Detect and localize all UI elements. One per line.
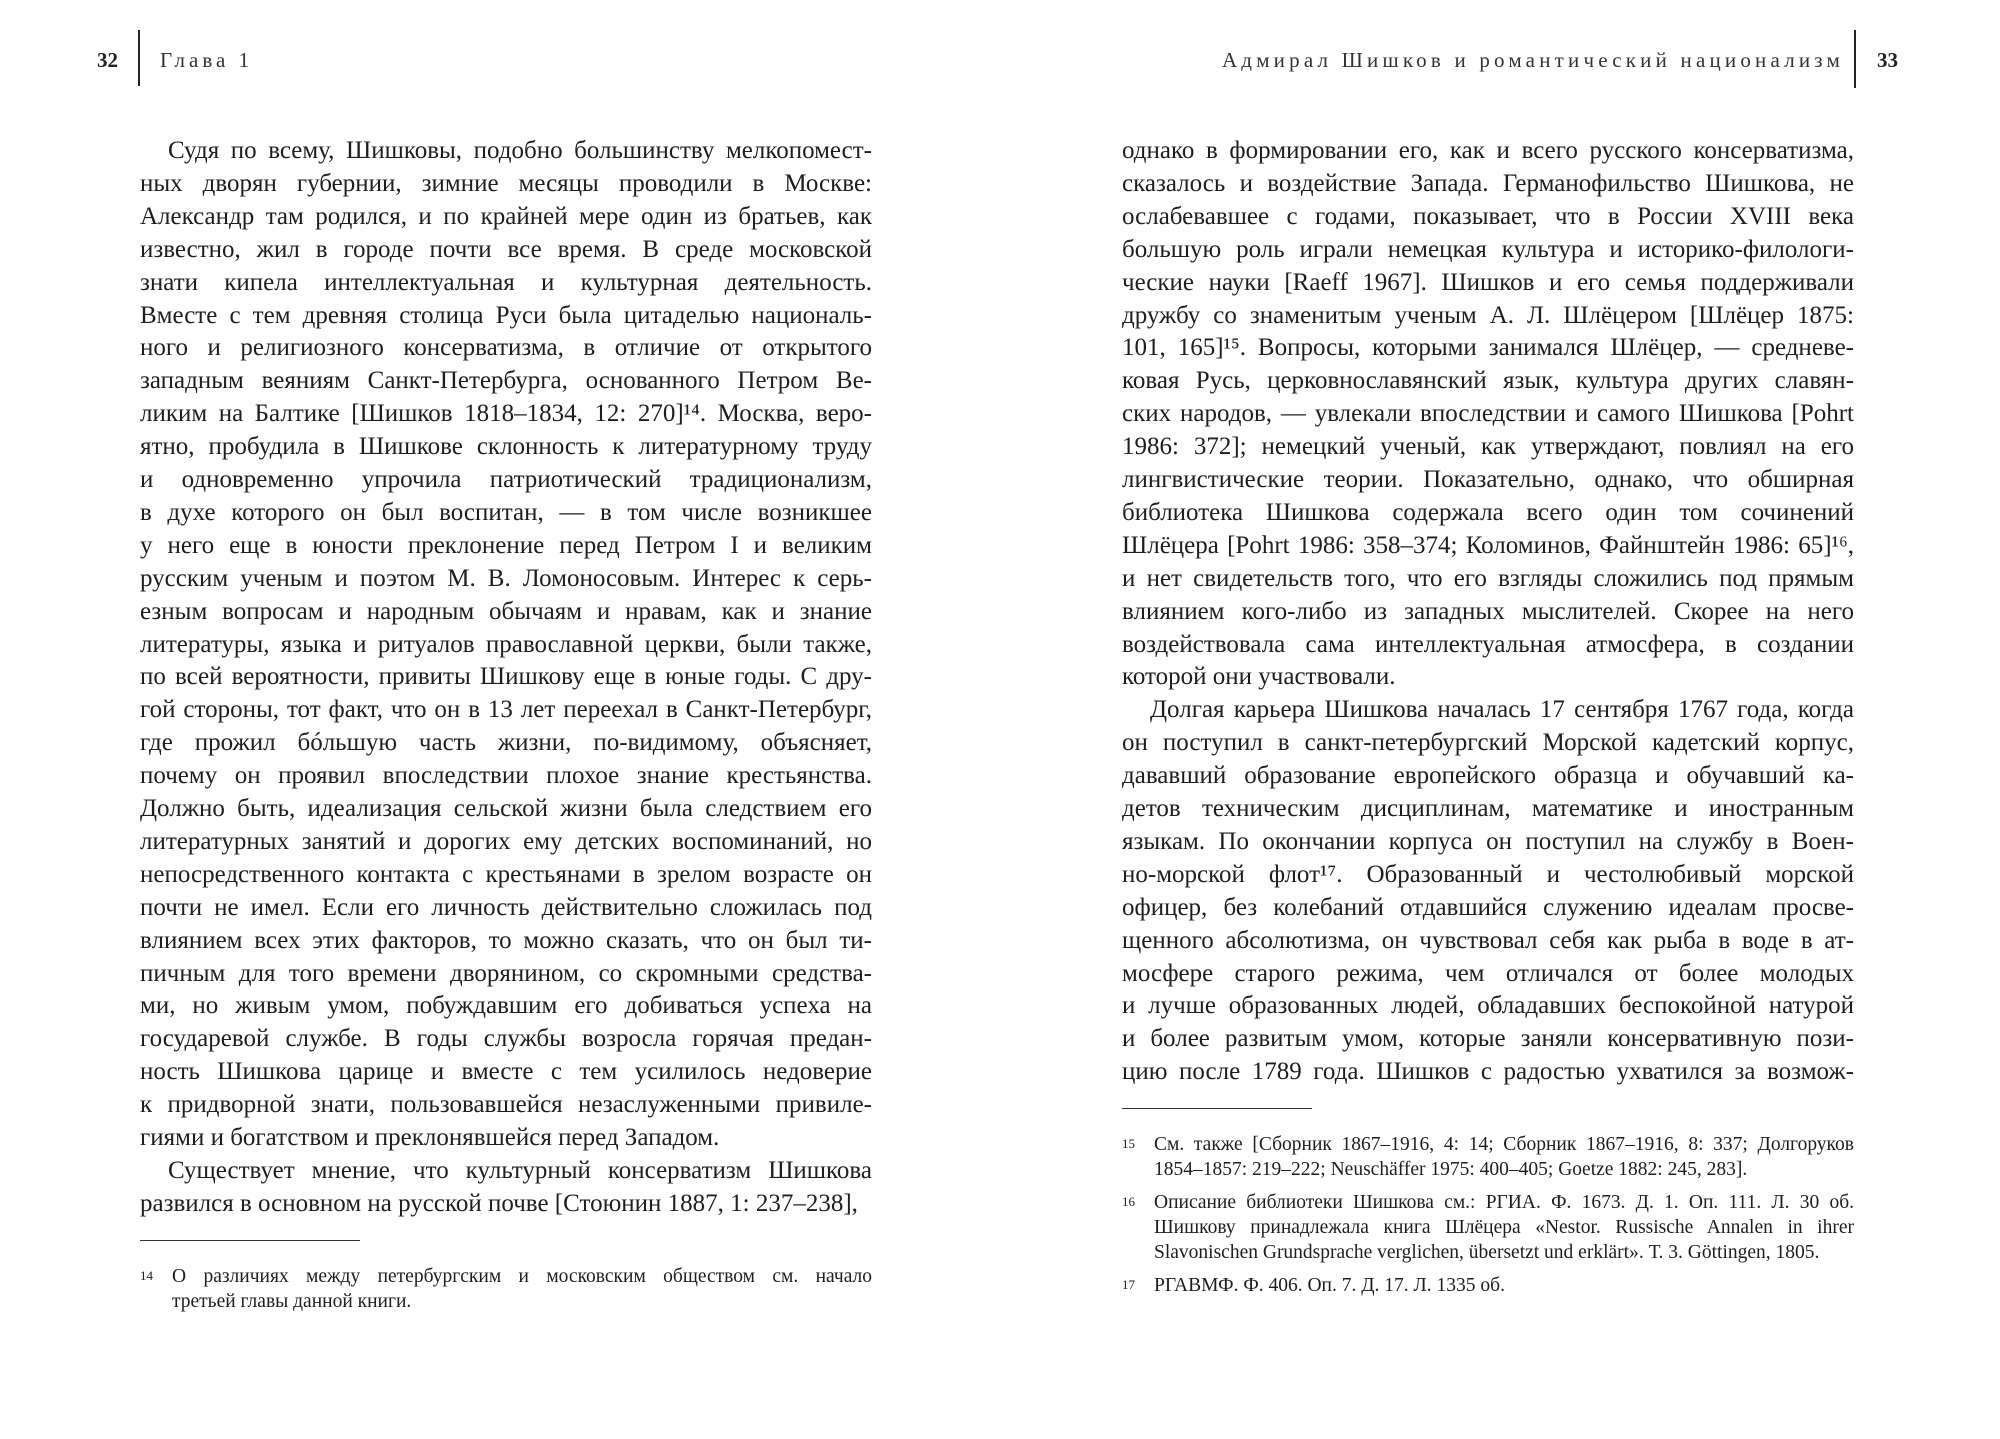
- text-line: [140, 1154, 872, 1187]
- text-line-content: знати кипела интеллектуальная и культурная деятельность.: [140, 268, 872, 296]
- text-line: [1122, 299, 1854, 332]
- text-line: [140, 891, 872, 924]
- text-line-content: гой стороны, тот факт, что он в 13 лет переехал в Санкт-Петербург,: [140, 696, 872, 724]
- text-line-content: западным веяниям Санкт-Петербурга, основанного Петром Ве-: [140, 367, 872, 395]
- text-line: [140, 595, 872, 628]
- text-line-content: Александр там родился, и по крайней мере один из братьев, как: [140, 202, 872, 230]
- footnote-number: 15: [1122, 1136, 1135, 1151]
- text-line-content: воздействовала сама интеллектуальная атмосфера, в создании: [1122, 630, 1854, 658]
- text-line-content: ми, но живым умом, побуждавшим его добиваться успеха на: [140, 992, 872, 1020]
- text-line: [140, 792, 872, 825]
- text-line-content: гиями и богатством и преклонявшейся перед Западом.: [140, 1124, 720, 1151]
- header-divider-right: [1854, 30, 1856, 88]
- text-line-content: ного и религиозного консерватизма, в отличие от открытого: [140, 334, 872, 362]
- text-line: [140, 726, 872, 759]
- text-line: [140, 759, 872, 792]
- text-line-content: влиянием кого-либо из западных мыслителей. Скорее на него: [1122, 597, 1854, 625]
- text-line: [140, 924, 872, 957]
- text-line-content: почему он проявил впоследствии плохое знание крестьянства.: [140, 762, 872, 790]
- text-line: [140, 299, 872, 332]
- footnote-line: [1154, 1240, 1854, 1265]
- text-line-content: литературных занятий и дорогих ему детских воспоминаний, но: [140, 827, 872, 855]
- text-line-content: лингвистические теории. Показательно, однако, что обширная: [1122, 466, 1854, 493]
- text-line: [1122, 989, 1854, 1022]
- text-line-content: Долгая карьера Шишкова началась 17 сентября 1767 года, когда: [1150, 696, 1854, 724]
- text-line: [1122, 496, 1854, 529]
- text-line-content: езным вопросам и народным обычаям и нравам, как и знание: [140, 597, 872, 625]
- text-line-content: к придворной знати, пользовавшейся незаслуженными привиле-: [140, 1091, 872, 1119]
- text-line-content: однако в формировании его, как и всего русского консерватизма,: [1122, 137, 1854, 164]
- footnote-line: [1154, 1157, 1854, 1182]
- text-line: [1122, 430, 1854, 463]
- text-line: [140, 266, 872, 299]
- text-line: [140, 825, 872, 858]
- text-line-content: он поступил в санкт-петербургский Морской кадетский корпус,: [1122, 729, 1854, 757]
- text-line-content: литературы, языка и ритуалов православной церкви, были также,: [140, 630, 872, 658]
- text-line: [1122, 924, 1854, 957]
- footnote-rule-left: [140, 1240, 360, 1241]
- text-line: [1122, 233, 1854, 266]
- text-line-content: дружбу со знаменитым ученым А. Л. Шлёцером [Шлёцер 1875:: [1122, 301, 1854, 329]
- text-line-content: детов техническим дисциплинам, математике и иностранным: [1122, 795, 1854, 822]
- text-line: [140, 957, 872, 990]
- text-line-content: где прожил бóльшую часть жизни, по-видимому, объясняет,: [140, 729, 872, 757]
- text-line: [140, 1055, 872, 1088]
- text-line: [140, 397, 872, 430]
- text-line-content: пичным для того времени дворянином, со скромными средства-: [140, 959, 872, 987]
- text-line: [140, 989, 872, 1022]
- text-line-content: и одновременно упрочила патриотический традиционализм,: [140, 466, 872, 493]
- footnote-number: 14: [140, 1268, 153, 1283]
- footnote-text: 1854–1857: 219–222; Neuschäffer 1975: 400–405; Goetze 1882: 245, 283].: [1154, 1159, 1748, 1180]
- text-line-content: известно, жил в городе почти все время. В среде московской: [140, 235, 872, 263]
- text-line-content: офицер, без колебаний отдавшийся служению идеалам просве-: [1122, 893, 1854, 921]
- footnote-rule-right: [1122, 1108, 1312, 1109]
- text-line: [1122, 759, 1854, 792]
- text-line-content: ность Шишкова царице и вместе с тем усилилось недоверие: [140, 1058, 872, 1086]
- text-line: [1122, 200, 1854, 233]
- text-line-content: в духе которого он был воспитан, — в том числе возникшее: [140, 498, 872, 526]
- footnote-text: Slavonischen Grundsprache verglichen, übersetzt und erklärt». Т. 3. Göttingen, 1805.: [1154, 1242, 1820, 1263]
- text-line: [1122, 364, 1854, 397]
- text-line: [140, 134, 872, 167]
- text-line-content: которой они участвовали.: [1122, 663, 1396, 691]
- text-line: [1122, 134, 1854, 167]
- footnote-number: 16: [1122, 1194, 1135, 1209]
- footnote-line: [1154, 1132, 1854, 1157]
- text-line: [140, 858, 872, 891]
- page-number-right: 33: [1877, 48, 1898, 72]
- text-line-content: Шлёцера [Pohrt 1986: 358–374; Коломинов, Файнштейн 1986: 65]¹⁶,: [1122, 531, 1854, 559]
- text-line-content: большую роль играли немецкая культура и историко-филологи-: [1122, 235, 1854, 263]
- footnote-text: См. также [Сборник 1867–1916, 4: 14; Сборник 1867–1916, 8: 337; Долгоруков: [1154, 1134, 1854, 1155]
- text-line-content: и более развитым умом, которые заняли консервативную пози-: [1122, 1025, 1854, 1053]
- text-line: [140, 200, 872, 233]
- footnote-line: [1154, 1190, 1854, 1215]
- footnote-line: [172, 1264, 872, 1289]
- text-line-content: 1986: 372]; немецкий ученый, как утверждают, повлиял на его: [1122, 433, 1854, 461]
- text-line-content: дававший образование европейского образца и обучавший ка-: [1122, 762, 1854, 790]
- text-line-content: ных дворян губернии, зимние месяцы проводили в Москве:: [140, 169, 872, 197]
- text-line: [140, 529, 872, 562]
- text-line: [1122, 266, 1854, 299]
- text-line-content: ослабевавшее с годами, показывает, что в России XVIII века: [1122, 202, 1854, 230]
- text-line: [140, 1088, 872, 1121]
- text-line: [140, 1121, 872, 1154]
- text-line-content: библиотека Шишкова содержала всего один том сочинений: [1122, 498, 1854, 526]
- footnote-text: О различиях между петербургским и московским обществом см. начало: [172, 1266, 872, 1287]
- running-head-right: Адмирал Шишков и романтический национализм: [1221, 48, 1844, 72]
- header-divider-left: [138, 30, 140, 86]
- text-line: [1122, 1022, 1854, 1055]
- text-line-content: и нет свидетельств того, что его взгляды сложились под прямым: [1122, 564, 1854, 592]
- text-line: [1122, 628, 1854, 661]
- text-line: [1122, 792, 1854, 825]
- footnote-line: [172, 1289, 872, 1314]
- text-line-content: ских народов, — увлекали впоследствии и самого Шишкова [Pohrt: [1122, 400, 1854, 428]
- text-line: [140, 167, 872, 200]
- footnote-line: [1154, 1273, 1854, 1298]
- text-line: [1122, 825, 1854, 858]
- text-line: [1122, 726, 1854, 759]
- text-line-content: почти не имел. Если его личность действительно сложилась под: [140, 893, 872, 921]
- text-line: [140, 562, 872, 595]
- text-line: [140, 1022, 872, 1055]
- text-line: [1122, 891, 1854, 924]
- text-line-content: развился в основном на русской почве [Стоюнин 1887, 1: 237–238],: [140, 1189, 858, 1217]
- text-line: [140, 463, 872, 496]
- text-line: [1122, 529, 1854, 562]
- text-line: [140, 1187, 872, 1220]
- text-line-content: Существует мнение, что культурный консерватизм Шишкова: [168, 1156, 872, 1184]
- text-line: [140, 430, 872, 463]
- text-line-content: у него еще в юности преклонение перед Петром I и великим: [140, 531, 872, 559]
- footnote-text: Описание библиотеки Шишкова см.: РГИА. Ф. 1673. Д. 1. Оп. 111. Л. 30 об.: [1154, 1192, 1854, 1213]
- text-line: [1122, 331, 1854, 364]
- text-line: [140, 331, 872, 364]
- text-line: [1122, 463, 1854, 496]
- text-line-content: но-морской флот¹⁷. Образованный и честолюбивый морской: [1122, 860, 1854, 888]
- text-line-content: ческие науки [Raeff 1967]. Шишков и его семья поддерживали: [1122, 268, 1854, 296]
- running-head-left: Глава 1: [160, 48, 254, 72]
- text-line: [1122, 1055, 1854, 1088]
- text-line-content: непосредственного контакта с крестьянами в зрелом возрасте он: [140, 860, 872, 888]
- footnote-number: 17: [1122, 1277, 1135, 1292]
- text-line-content: мосфере старого режима, чем отличался от более молодых: [1122, 959, 1854, 987]
- text-line: [140, 496, 872, 529]
- footnote-text: РГАВМФ. Ф. 406. Оп. 7. Д. 17. Л. 1335 об.: [1154, 1275, 1505, 1296]
- text-line-content: русским ученым и поэтом М. В. Ломоносовым. Интерес к серь-: [140, 564, 872, 592]
- text-line-content: и лучше образованных людей, обладавших беспокойной натурой: [1122, 992, 1854, 1020]
- text-line: [1122, 595, 1854, 628]
- text-line-content: по всей вероятности, привиты Шишкову еще в юные годы. С дру-: [140, 663, 872, 691]
- text-line: [1122, 562, 1854, 595]
- text-line: [140, 364, 872, 397]
- text-line-content: цию после 1789 года. Шишков с радостью ухватился за возмож-: [1122, 1058, 1854, 1086]
- text-line-content: языкам. По окончании корпуса он поступил на службу в Воен-: [1122, 827, 1854, 855]
- text-line-content: ликим на Балтике [Шишков 1818–1834, 12: 270]¹⁴. Москва, веро-: [140, 400, 872, 428]
- text-line-content: влиянием всех этих факторов, то можно сказать, что он был ти-: [140, 926, 872, 954]
- text-line-content: щенного абсолютизма, он чувствовал себя как рыба в воде в ат-: [1122, 926, 1854, 954]
- footnote-text: Шишкову принадлежала книга Шлёцера «Nestor. Russische Annalen in ihrer: [1154, 1217, 1854, 1238]
- text-line: [140, 628, 872, 661]
- text-line-content: ятно, пробудила в Шишкове склонность к литературному труду: [140, 433, 872, 461]
- text-line: [1122, 660, 1854, 693]
- text-line-content: ковая Русь, церковнославянский язык, культура других славян-: [1122, 367, 1854, 395]
- footnote-line: [1154, 1215, 1854, 1240]
- text-line: [1122, 858, 1854, 891]
- text-line: [140, 233, 872, 266]
- text-line-content: Судя по всему, Шишковы, подобно большинству мелкопомест-: [168, 137, 872, 164]
- page-number-left: 32: [97, 48, 118, 72]
- text-line: [1122, 693, 1854, 726]
- text-line-content: государевой службе. В годы службы возросла горячая предан-: [140, 1025, 872, 1053]
- text-line-content: сказалось и воздействие Запада. Германофильство Шишкова, не: [1122, 169, 1854, 197]
- text-line: [1122, 957, 1854, 990]
- text-line: [1122, 397, 1854, 430]
- footnote-text: третьей главы данной книги.: [172, 1291, 412, 1312]
- text-line: [1122, 167, 1854, 200]
- text-line: [140, 660, 872, 693]
- text-line-content: Должно быть, идеализация сельской жизни была следствием его: [140, 795, 872, 822]
- text-line: [140, 693, 872, 726]
- text-line-content: 101, 165]¹⁵. Вопросы, которыми занимался Шлёцер, — средневе-: [1122, 334, 1854, 362]
- text-line-content: Вместе с тем древняя столица Руси была цитаделью националь-: [140, 301, 872, 329]
